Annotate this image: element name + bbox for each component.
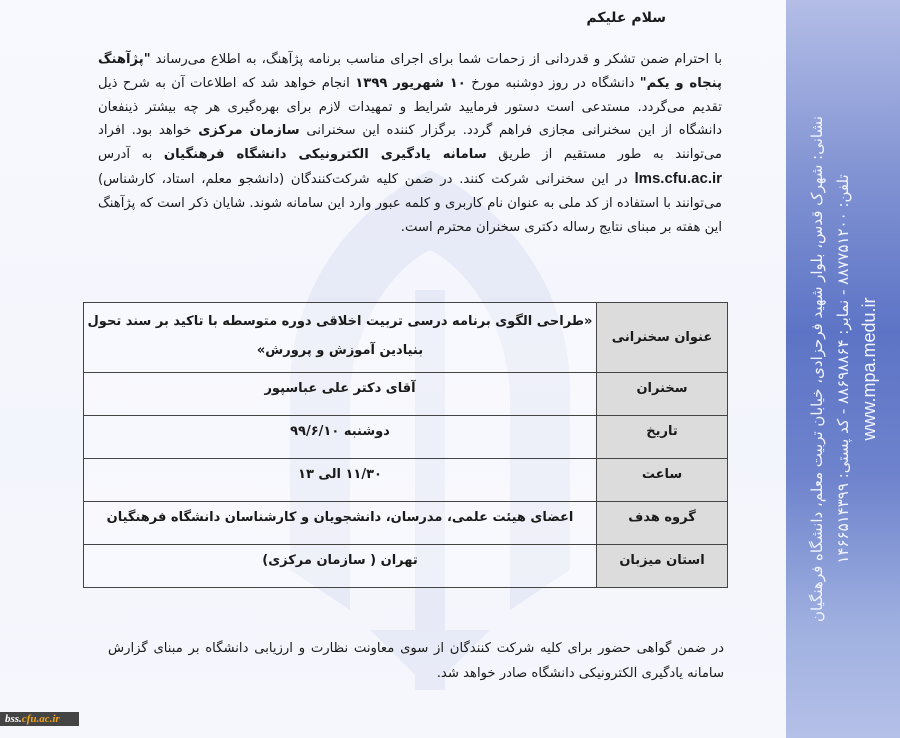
row-label: گروه هدف [597,502,728,545]
lecture-time: ۱۱/۳۰ الی ۱۳ [84,459,597,502]
row-label: استان میزبان [597,545,728,588]
lecture-date: دوشنبه ۹۹/۶/۱۰ [84,416,597,459]
closing-paragraph: در ضمن گواهی حضور برای کلیه شرکت کنندگان از سوی معاونت نظارت و ارزیابی دانشگاه بر مبنای گزارش سامانه یادگیری الکترونیکی دانشگاه صادر خواهد شد. [108,641,724,681]
sidebar-contact: تلفن: ۸۸۷۷۵۱۲۰۰ - نمابر: ۸۸۶۹۸۸۶۴ - کد پستی: ۱۴۶۶۵۱۴۳۹۹ [834,174,852,564]
intro-text: با احترام ضمن تشکر و قدردانی از زحمات شما برای اجرای مناسب برنامه پژآهنگ، به اطلاع می‌رساند [150,52,722,67]
lms-system-name: سامانه یادگیری الکترونیکی دانشگاه فرهنگیان [163,147,487,163]
organizer: سازمان مرکزی [198,123,300,139]
speaker-name: آقای دکتر علی عباسپور [84,373,597,416]
intro-paragraph [98,48,722,239]
row-label: تاریخ [597,416,728,459]
table-row [84,373,728,416]
intro-text: انجام خواهد شد که اطلاعات آن به شرح ذیل تقدیم می‌گردد. مستدعی است دستور فرمایید شرایط و تمهیدات لازم برای بهره‌گیری هر چه بیشتر ذینفعان دانشگاه از این سخنرانی مجازی فراهم گردد. برگزار کننده این سخنرانی [98,75,722,139]
lecture-info-table [83,302,728,588]
intro-text: در این سخنرانی شرکت کنند. در ضمن کلیه شرکت‌کنندگان (دانشجو معلم، استاد، کارشناس) می‌توانند با استفاده از کد ملی به عنوان نام کاربری و کلمه عبور وارد این سامانه شوند. شایان ذکر است که پژآهنگ این هفته بر مبنای نتایج رساله دکتری سخنران محترم است. [98,171,722,235]
row-label: عنوان سخنرانی [597,303,728,373]
intro-text: خواهد بود. افراد می‌توانند به طور مستقیم از طریق [98,123,722,163]
row-label: سخنران [597,373,728,416]
table-row [84,502,728,545]
table-row [84,545,728,588]
row-label: ساعت [597,459,728,502]
lecture-title: «طراحی الگوی برنامه درسی تربیت اخلاقی دوره متوسطه با تاکید بر سند تحول بنیادین آموزش و پرورش» [84,303,597,373]
badge-domain: cfu.ac.ir [21,713,60,725]
table-row [84,416,728,459]
table-row [84,459,728,502]
target-audience: اعضای هیئت علمی، مدرسان، دانشجویان و کارشناسان دانشگاه فرهنگیان [84,502,597,545]
sidebar-address: نشانی: شهرک قدس، بلوار شهید فرحزادی، خیابان تربیت معلم، دانشگاه فرهنگیان [808,116,826,622]
table-row [84,303,728,373]
event-date: ۱۰ شهریور ۱۳۹۹ [355,75,466,91]
lms-url-link[interactable]: lms.cfu.ac.ir [634,169,722,187]
site-badge [0,712,79,726]
letterhead-sidebar [786,0,900,738]
greeting: سلام علیکم [586,10,666,26]
sidebar-contact-block [804,116,882,622]
intro-text: دانشگاه در روز دوشنبه مورخ [465,75,640,91]
host-province: تهران ( سازمان مرکزی) [84,545,597,588]
program-name: "پژآهنگ پنجاه و یکم" [98,52,722,91]
intro-text: به آدرس [98,147,164,163]
sidebar-website: www.mpa.medu.ir [859,297,879,441]
badge-prefix: bss. [5,713,22,725]
